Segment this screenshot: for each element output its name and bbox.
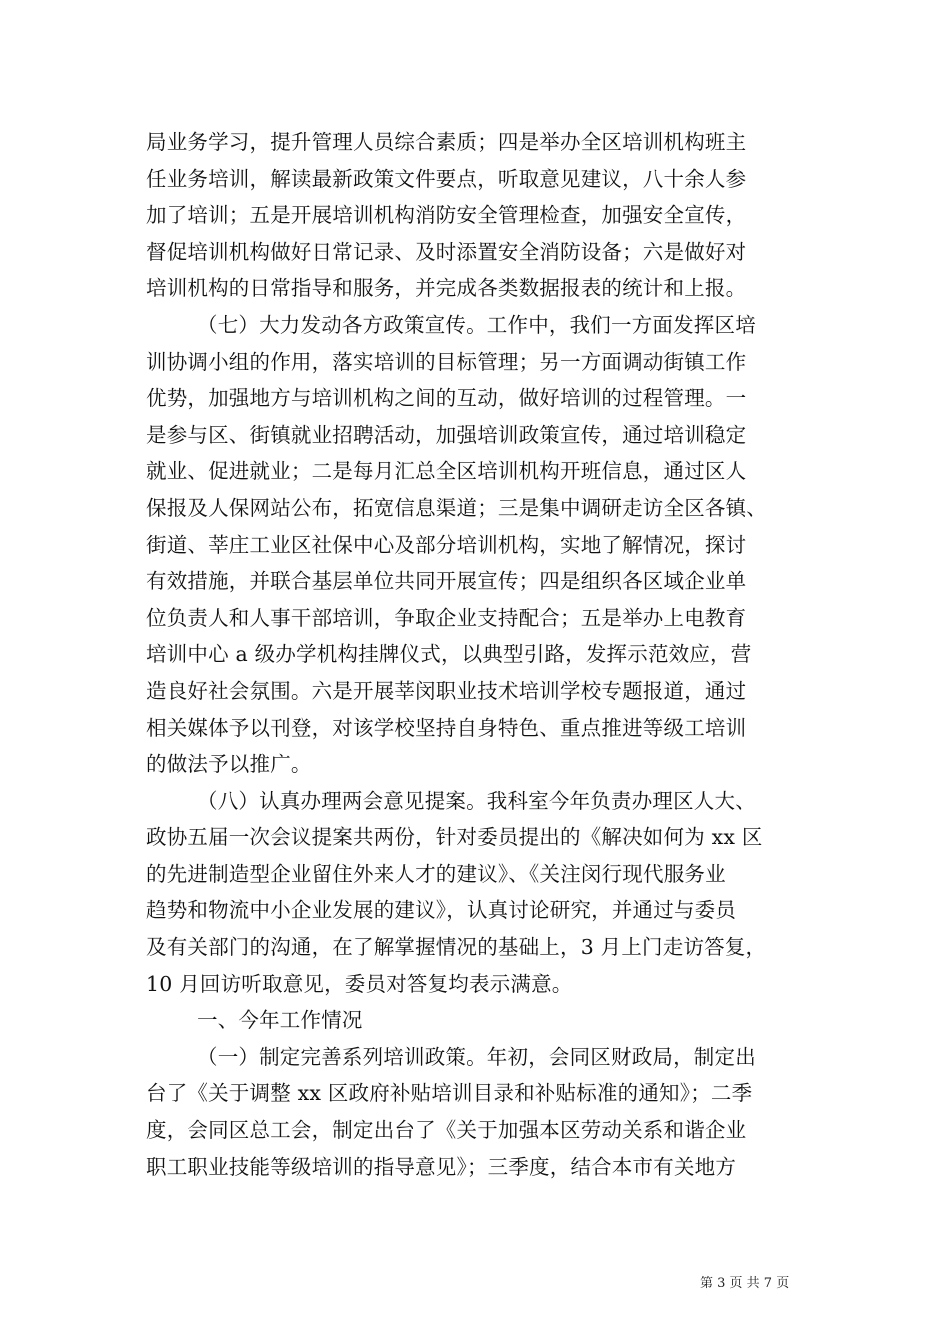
text-line: （一）制定完善系列培训政策。年初，会同区财政局，制定出: [197, 1044, 756, 1069]
text-line: 造良好社会氛围。六是开展莘闵职业技术培训学校专题报道，通过: [146, 678, 747, 703]
text-line: 相关媒体予以刊登，对该学校坚持自身特色、重点推进等级工培训: [146, 715, 747, 740]
text-line: 职工职业技能等级培训的指导意见》；三季度，结合本市有关地方: [146, 1154, 737, 1179]
text-line: 优势，加强地方与培训机构之间的互动，做好培训的过程管理。一: [146, 386, 747, 411]
page-number-footer: 第 3 页 共 7 页: [700, 1276, 790, 1291]
text-line: 的先进制造型企业留住外来人才的建议》、《关注闵行现代服务业: [146, 861, 726, 886]
text-line: 就业、促进就业；二是每月汇总全区培训机构开班信息，通过区人: [146, 459, 747, 484]
text-line: 度，会同区总工会，制定出台了《关于加强本区劳动关系和谐企业: [146, 1118, 747, 1143]
text-line: 台了《关于调整 xx 区政府补贴培训目录和补贴标准的通知》；二季: [146, 1081, 753, 1106]
text-line: 趋势和物流中小企业发展的建议》，认真讨论研究，并通过与委员: [146, 898, 737, 923]
text-line: 训协调小组的作用，落实培训的目标管理；另一方面调动街镇工作: [146, 349, 747, 374]
text-line: 培训机构的日常指导和服务，并完成各类数据报表的统计和上报。: [146, 276, 747, 301]
text-line: 及有关部门的沟通，在了解掌握情况的基础上，3 月上门走访答复，: [146, 935, 767, 960]
text-line: 位负责人和人事干部培训，争取企业支持配合；五是举办上电教育: [146, 605, 747, 630]
text-line: 培训中心 a 级办学机构挂牌仪式，以典型引路，发挥示范效应，营: [146, 642, 752, 667]
text-line: 是参与区、街镇就业招聘活动，加强培训政策宣传，通过培训稳定: [146, 422, 747, 447]
text-line: （八）认真办理两会意见提案。我科室今年负责办理区人大、: [197, 788, 756, 813]
text-line: 保报及人保网站公布，拓宽信息渠道；三是集中调研走访全区各镇、: [146, 495, 767, 520]
text-line: 加了培训；五是开展培训机构消防安全管理检查，加强安全宣传，: [146, 203, 747, 228]
text-line: 政协五届一次会议提案共两份，针对委员提出的《解决如何为 xx 区: [146, 825, 763, 850]
text-line: 有效措施，并联合基层单位共同开展宣传；四是组织各区域企业单: [146, 569, 747, 594]
text-line: 10 月回访听取意见，委员对答复均表示满意。: [146, 971, 573, 996]
text-line: 的做法予以推广。: [146, 752, 312, 777]
document-body: [146, 124, 810, 1185]
text-line: 任业务培训，解读最新政策文件要点，听取意见建议，八十余人参: [146, 166, 747, 191]
text-line: 一、今年工作情况: [197, 1008, 363, 1033]
text-line: 督促培训机构做好日常记录、及时添置安全消防设备；六是做好对: [146, 239, 747, 264]
text-line: （七）大力发动各方政策宣传。工作中，我们一方面发挥区培: [197, 312, 756, 337]
text-line: 局业务学习，提升管理人员综合素质；四是举办全区培训机构班主: [146, 130, 747, 154]
text-line: 街道、莘庄工业区社保中心及部分培训机构，实地了解情况，探讨: [146, 532, 747, 557]
